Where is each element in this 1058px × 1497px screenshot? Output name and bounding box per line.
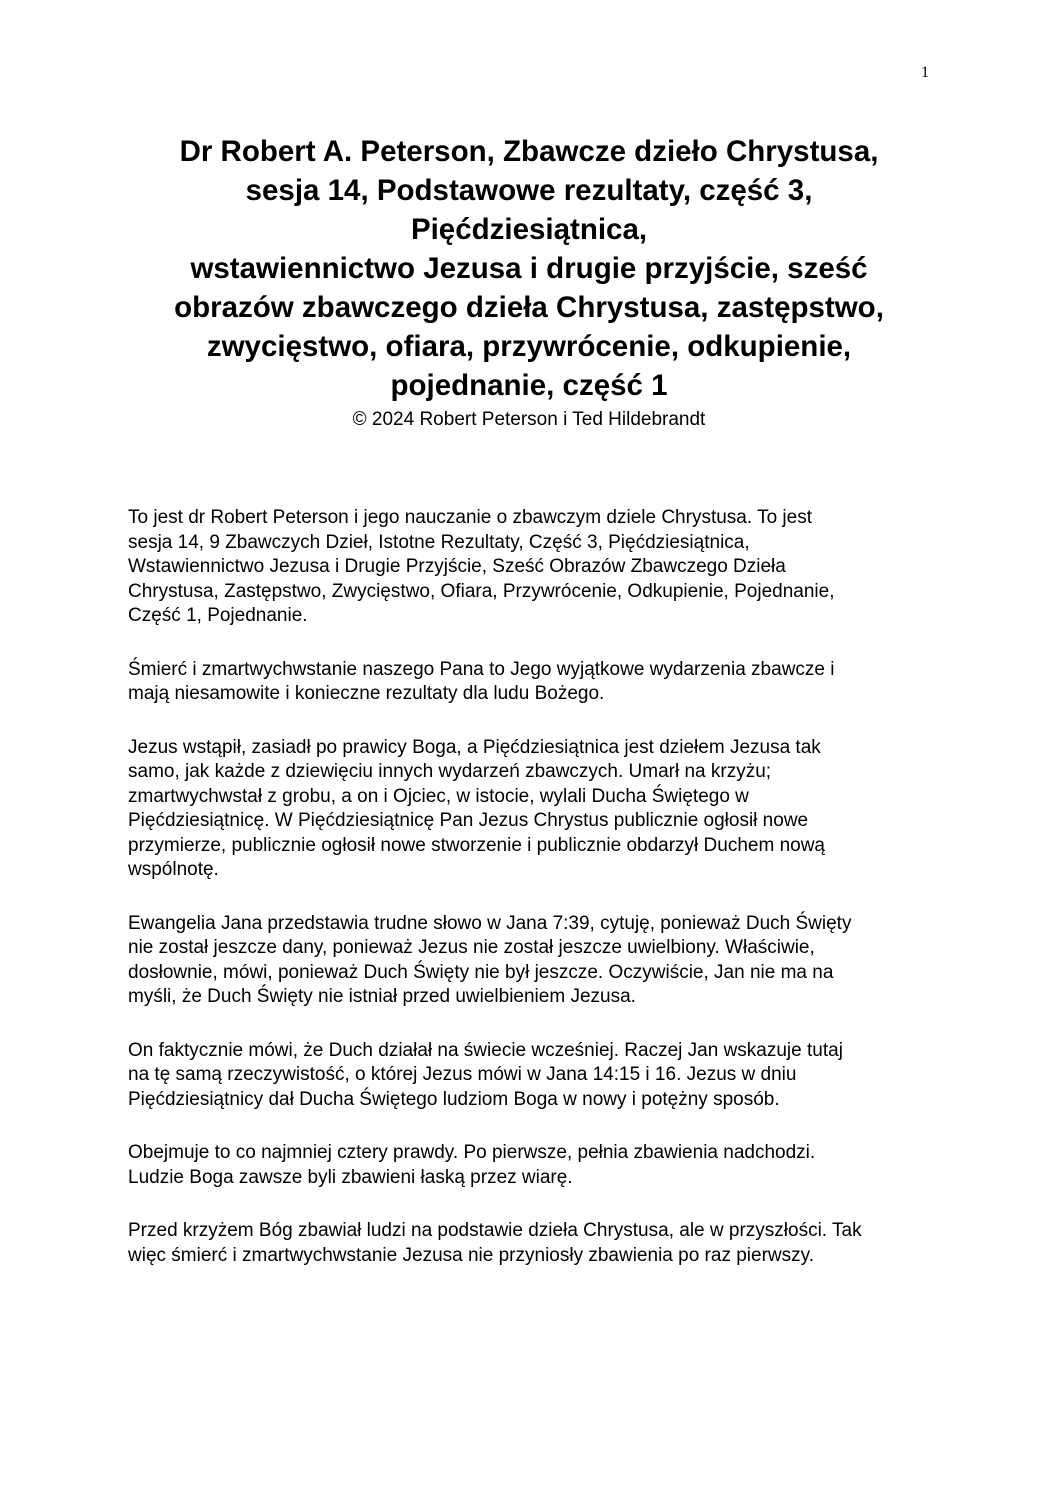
text-line: wspólnotę. [128, 859, 219, 880]
title-line: wstawiennictwo Jezusa i drugie przyjście, sześć [190, 252, 868, 285]
text-line: mają niesamowite i konieczne rezultaty dla ludu Bożego. [128, 683, 605, 704]
text-line: Jezus wstąpił, zasiadł po prawicy Boga, a Pięćdziesiątnica jest dziełem Jezusa tak [128, 736, 821, 758]
copyright-notice: © 2024 Robert Peterson i Ted Hildebrandt [352, 409, 706, 430]
text-line: na tę samą rzeczywistość, o której Jezus mówi w Jana 14:15 i 16. Jezus w dniu [128, 1064, 797, 1085]
paragraph [128, 1219, 928, 1268]
text-line: Pięćdziesiątnicę. W Pięćdziesiątnicę Pan Jezus Chrystus publicznie ogłosił nowe [128, 810, 809, 831]
text-line: sesja 14, 9 Zbawczych Dzieł, Istotne Rezultaty, Część 3, Pięćdziesiątnica, [128, 531, 750, 553]
paragraph [128, 1039, 928, 1113]
text-line: myśli, że Duch Święty nie istniał przed uwielbieniem Jezusa. [128, 986, 636, 1007]
text-line: Obejmuje to co najmniej cztery prawdy. Po pierwsze, pełnia zbawienia nadchodzi. [128, 1142, 816, 1163]
paragraph [128, 658, 928, 707]
text-line: Ludzie Boga zawsze byli zbawieni łaską przez wiarę. [128, 1166, 573, 1188]
paragraph [128, 1141, 928, 1190]
document-header [100, 132, 958, 432]
text-line: Śmierć i zmartwychwstanie naszego Pana to Jego wyjątkowe wydarzenia zbawcze i [128, 658, 835, 680]
page-number: 1 [921, 64, 929, 81]
text-line: Przed krzyżem Bóg zbawiał ludzi na podstawie dzieła Chrystusa, ale w przyszłości. Tak [128, 1220, 862, 1241]
text-line: Wstawiennictwo Jezusa i Drugie Przyjście, Sześć Obrazów Zbawczego Dzieła [128, 556, 786, 577]
text-line: Chrystusa, Zastępstwo, Zwycięstwo, Ofiara, Przywrócenie, Odkupienie, Pojednanie, [128, 580, 835, 602]
text-line: zmartwychwstał z grobu, a on i Ojciec, w istocie, wylali Ducha Świętego w [128, 785, 749, 807]
paragraph [128, 736, 928, 883]
title-line: zwycięstwo, ofiara, przywrócenie, odkupienie, [206, 330, 852, 363]
text-line: Część 1, Pojednanie. [128, 605, 308, 626]
text-line: więc śmierć i zmartwychwstanie Jezusa nie przyniosły zbawienia po raz pierwszy. [128, 1244, 814, 1266]
text-line: przymierze, publicznie ogłosił nowe stworzenie i publicznie obdarzył Duchem nową [128, 834, 825, 856]
title-line: obrazów zbawczego dzieła Chrystusa, zastępstwo, [174, 291, 884, 324]
document-body [128, 506, 928, 1297]
title-line: pojednanie, część 1 [390, 369, 668, 402]
paragraph [128, 912, 928, 1010]
text-line: Ewangelia Jana przedstawia trudne słowo w Jana 7:39, cytuję, ponieważ Duch Święty [128, 912, 852, 934]
text-line: dosłownie, mówi, ponieważ Duch Święty nie był jeszcze. Oczywiście, Jan nie ma na [128, 961, 834, 983]
title-line: sesja 14, Podstawowe rezultaty, część 3, [245, 174, 813, 207]
document-title [100, 132, 958, 405]
paragraph-intro [128, 506, 928, 629]
text-line: To jest dr Robert Peterson i jego nauczanie o zbawczym dziele Chrystusa. To jest [128, 507, 812, 528]
text-line: Pięćdziesiątnicy dał Ducha Świętego ludziom Boga w nowy i potężny sposób. [128, 1088, 780, 1110]
title-line: Pięćdziesiątnica, [410, 213, 648, 246]
text-line: nie został jeszcze dany, ponieważ Jezus nie został jeszcze uwielbiony. Właściwie, [128, 937, 815, 958]
title-line: Dr Robert A. Peterson, Zbawcze dzieło Chrystusa, [179, 135, 879, 168]
text-line: samo, jak każde z dziewięciu innych wydarzeń zbawczych. Umarł na krzyżu; [128, 761, 772, 782]
text-line: On faktycznie mówi, że Duch działał na świecie wcześniej. Raczej Jan wskazuje tutaj [128, 1039, 843, 1061]
